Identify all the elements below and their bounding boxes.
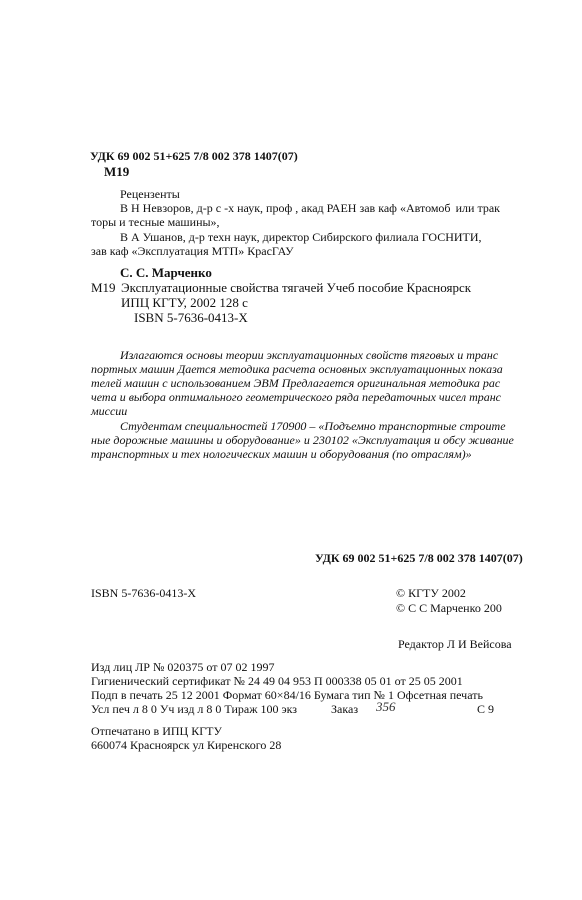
- printer-address: 660074 Красноярск ул Киренского 28: [91, 738, 282, 752]
- copyright-publisher: © КГТУ 2002: [396, 586, 466, 600]
- abstract-line-2: портных машин Дается методика расчета основных эксплуатационных показа: [91, 362, 503, 376]
- reviewer2-line2: зав каф «Эксплуатация МТП» КрасГАУ: [91, 244, 294, 258]
- reviewer1-line2: торы и тесные машины»,: [91, 215, 220, 229]
- author: С. С. Марченко: [120, 265, 212, 280]
- imprint-print-details: Подп в печать 25 12 2001 Формат 60×84/16 Бумага тип № 1 Офсетная печать: [91, 688, 483, 702]
- entry-isbn: ISBN 5-7636-0413-Х: [134, 310, 248, 325]
- imprint-certificate: Гигиенический сертификат № 24 49 04 953 П 000338 05 01 от 25 05 2001: [91, 674, 463, 688]
- abstract-line-5: миссии: [91, 404, 128, 418]
- entry-title-line: Эксплуатационные свойства тягачей Учеб пособие Красноярск: [121, 280, 472, 295]
- abstract-line-3: телей машин с использованием ЭВМ Предлагается оригинальная методика рас: [91, 376, 501, 390]
- reviewer2-line1: В А Ушанов, д-р техн наук, директор Сибирского филиала ГОСНИТИ,: [120, 230, 482, 244]
- abstract-line-1: Излагаются основы теории эксплуатационных свойств тяговых и транс: [120, 348, 499, 362]
- entry-publisher-line: ИПЦ КГТУ, 2002 128 с: [121, 295, 248, 310]
- order-label: Заказ: [331, 702, 359, 716]
- imprint-print-volume: Усл печ л 8 0 Уч изд л 8 0 Тираж 100 экз Заказ 356 С 9: [91, 699, 494, 716]
- printed-at: Отпечатано в ИПЦ КГТУ: [91, 724, 222, 738]
- bbk-code: М19: [104, 164, 130, 179]
- abstract-line-4: чета и выбора оптимального геометрического ряда передаточных чисел транс: [91, 390, 502, 404]
- editor: Редактор Л И Вейсова: [398, 637, 512, 651]
- audience-line-2: ные дорожные машины и оборудование» и 230102 «Эксплуатация и обсу живание: [91, 433, 514, 447]
- audience-line-3: транспортных и тех нологических машин и оборудования (по отраслям)»: [91, 447, 472, 461]
- copyright-author: © С С Марченко 200: [396, 601, 502, 615]
- reviewer1-line1: В Н Невзоров, д-р с -х наук, проф , акад РАЕН зав каф «Автомоб или трак: [120, 201, 500, 215]
- isbn-bottom: ISBN 5-7636-0413-Х: [91, 586, 196, 600]
- udk-bottom: УДК 69 002 51+625 7/8 002 378 1407(07): [315, 551, 523, 565]
- udk-top: УДК 69 002 51+625 7/8 002 378 1407(07): [90, 149, 298, 163]
- reviewers-heading: Рецензенты: [120, 187, 180, 201]
- audience-line-1: Студентам специальностей 170900 – «Подъемно транспортные строите: [120, 419, 506, 433]
- entry-code: М19: [91, 280, 116, 295]
- order-number-handwritten: 356: [376, 699, 396, 714]
- imprint-license: Изд лиц ЛР № 020375 от 07 02 1997: [91, 660, 275, 674]
